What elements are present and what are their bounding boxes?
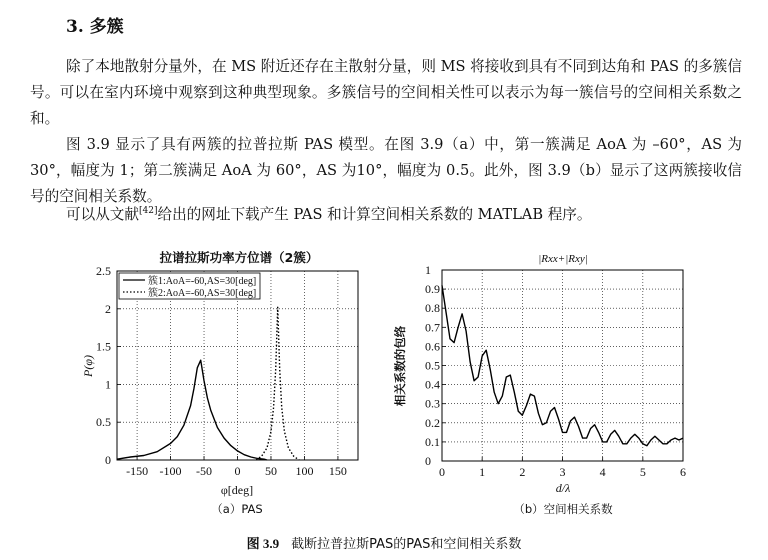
chart-correlation-ylabel: 相关系数的包络 [393,325,407,407]
section-number: 3. [66,17,84,37]
x-tick-label: 4 [599,465,606,479]
y-tick-label: 1 [105,377,111,392]
x-tick-label: 1 [479,465,486,479]
x-tick-label: -150 [126,464,149,478]
figure-number: 图 3.9 [246,536,280,551]
chart-correlation-subcaption: （b）空间相关系数 [513,502,613,516]
x-tick-label: -50 [196,464,213,478]
chart-pas-lines [117,307,299,460]
y-tick-label: 2 [105,301,111,316]
chart-correlation-title: |Rxx+|Rxy| [538,253,588,265]
x-tick-label: 50 [264,464,277,478]
y-tick-label: 0.5 [425,358,440,373]
x-tick-label: 100 [295,464,314,478]
chart-pas-xlabel: φ[deg] [220,483,254,497]
y-tick-label: 0.5 [96,415,111,430]
x-tick-label: 6 [680,465,686,479]
legend-label-cluster-2: 簇2:AoA=-60,AS=30[deg] [148,288,257,299]
chart-correlation [393,253,686,516]
x-tick-label: -100 [159,464,182,478]
y-tick-label: 0.1 [425,434,440,449]
y-tick-label: 0.8 [425,301,440,316]
x-tick-label: 0 [439,465,445,479]
y-tick-label: 0 [425,454,431,468]
chart-pas-ylabel: P(φ) [81,355,95,377]
y-tick-label: 0.3 [425,396,440,411]
y-tick-label: 0.4 [425,377,440,392]
chart-pas [81,250,358,516]
legend-label-cluster-1: 簇1:AoA=-60,AS=30[deg] [148,276,257,287]
y-tick-label: 0 [105,453,111,467]
paragraph-2: 图 3.9 显示了具有两簇的拉普拉斯 PAS 模型。在图 3.9（a）中，第一簇满足 AoA 为 –60°，AS 为 30°，幅度为 1；第二簇满足 AoA 为 60°，AS 为10°，幅度为 0.5。此外，图 3.9（b）显示了这两簇接收信号的空间相关系数。 [30,136,742,205]
section-title: 多簇 [89,17,124,37]
series-line-cluster-1 [117,360,267,460]
chart-correlation-xlabel: d/λ [555,481,571,495]
paragraph-1: 除了本地散射分量外，在 MS 附近还存在主散射分量，则 MS 将接收到具有不同到达角和 PAS 的多簇信号。可以在室内环境中观察到这种典型现象。多簇信号的空间相关性可以表示为每一簇信号的空间相关系数之和。 [30,58,742,127]
x-tick-label: 2 [519,465,526,479]
paragraph-3-text-after: 给出的网址下载产生 PAS 和计算空间相关系数的 MATLAB 程序。 [157,206,592,223]
chart-correlation-ticks [425,263,686,479]
y-tick-label: 0.7 [425,320,440,335]
figure-caption-text: 截断拉普拉斯PAS的PAS和空间相关系数 [291,537,522,552]
chart-pas-title: 拉谱拉斯功率方位谱（2簇） [159,250,319,265]
x-tick-label: 150 [328,464,347,478]
series-line-cluster-2 [256,307,299,460]
chart-pas-subcaption: （a）PAS [211,502,263,516]
figure-caption [247,536,522,552]
y-tick-label: 0.6 [425,339,440,354]
paragraph-3-text-before: 可以从文献 [66,206,139,223]
y-tick-label: 0.2 [425,415,440,430]
x-tick-label: 0 [234,464,241,478]
chart-pas-legend [119,273,260,299]
y-tick-label: 0.9 [425,282,440,297]
x-tick-label: 5 [639,465,646,479]
x-tick-label: 3 [559,465,566,479]
y-tick-label: 1.5 [96,339,111,354]
y-tick-label: 2.5 [96,264,111,278]
citation-reference[interactable]: [42] [138,206,158,217]
y-tick-label: 1 [425,263,431,277]
